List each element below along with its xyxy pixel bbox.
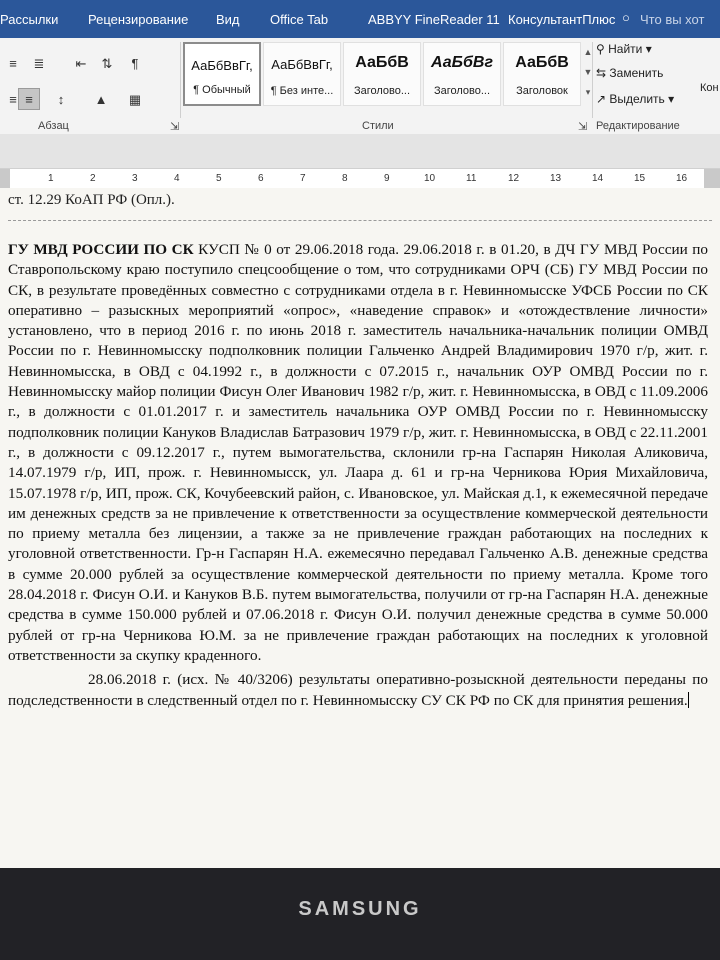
ruler-number: 13 <box>550 173 562 184</box>
ruler-margin-left <box>0 169 10 189</box>
ruler-number: 1 <box>48 173 54 184</box>
select-button[interactable] <box>596 92 674 106</box>
lightbulb-icon: ○ <box>622 10 630 25</box>
show-formatting-marks-icon[interactable]: ¶ <box>131 56 139 71</box>
style-sample: АаБбВг <box>431 54 493 71</box>
chevron-down-icon: ▾ <box>668 92 675 106</box>
replace-button[interactable] <box>596 66 663 80</box>
paragraph-1-text: КУСП № 0 от 29.06.2018 года. 29.06.2018 г. в 01.20, в ДЧ ГУ МВД России по Ставропольскому краю поступило спецсообщение о том, что сотрудниками ОРЧ (СБ) ГУ МВД России по СК, в результате проведённых совместно с сотрудниками отдела в г. Невинномысске УФСБ России по СК оперативно – разыскных мероприятий «опрос», «наведение справок» и «отождествление личности» установлено, что в период 2016 г. по июнь 2018 г. заместитель начальника-начальник полиции ОМВД России по г. Невинномысску подполковник полиции Гальченко Андрей Владимирович 1970 г/р, жит. г. Невинномысска, в ОВД с 04.1992 г., в должности с 07.2015 г., начальник ОУР ОМВД России по г. Невинномысску майор полиции Фисун Олег Иванович 1982 г/р, жит. г. Невинномысска, в ОВД с 11.09.2006 г., в должности с 01.01.2017 г. и заместитель начальника ОУР ОМВД России по г. Невинномысску подполковник полиции Кануков Владислав Батразович 1979 г/р, жит. г. Невинномысска, в ОВД с 22.11.2001 г., в должности с 09.12.2017 г., путем вымогательства, склонили гр-на Гаспарян Николая Аликовича, 14.07.1979 г/р, ИП, прож. г. Невинномысск, ул. Лаара д. 61 и гр-на Черникова Юрия Михайловича, 15.07.1978 г/р, ИП, прож. СК, Кочубеевский район, с. Ивановское, ул. Майская д.1, к ежемесячной передаче им денежных средств за не привлечение к ответственности за осуществление коммерческой деятельности по приему металла без лицензии, а также за не привлечение граждан работающих на последних к уголовной ответственности. Гр-н Гаспарян Н.А. ежемесячно передавал Гальченко А.В. денежные средства в сумме 20.000 рублей за осуществление коммерческой деятельности по приему металла. Кроме того 28.04.2018 г. Фисун О.И. и Кануков В.Б. путем вымогательства, получили от гр-на Гаспарян Н.А. денежные средства в сумме 150.000 рублей и 07.06.2018 г. Фисун О.И. получил денежные средства в сумме 50.000 рублей от гр-на Черникова Ю.М. за не привлечение граждан работающих на последних к уголовной ответственности за скупку краденного. <box>8 241 708 664</box>
justify-icon[interactable]: ≡ <box>18 88 40 110</box>
paragraph-dialog-launcher-icon[interactable]: ⇲ <box>170 121 180 133</box>
tab-review[interactable]: Рецензирование <box>88 12 189 27</box>
replace-icon: ⇆ <box>596 66 607 80</box>
tab-view[interactable]: Вид <box>216 12 240 27</box>
more-styles-icon[interactable]: ▾ <box>585 87 591 97</box>
monitor-brand-logo: SAMSUNG <box>298 898 422 920</box>
editing-group <box>596 38 696 118</box>
style-name: Заголовок <box>516 85 568 97</box>
monitor-bezel <box>0 868 720 960</box>
select-label: Выделить <box>609 92 665 106</box>
paragraph-group <box>0 44 178 114</box>
paragraph-1 <box>8 240 708 666</box>
paragraph-2-text: 28.06.2018 г. (исх. № 40/3206) результаты оперативно-розыскной деятельности переданы по подследственности в следственный отдел по г. Невинномысску СУ СК РФ по СК для принятия решения. <box>8 671 708 709</box>
style-name: Заголово... <box>433 85 491 97</box>
document-page[interactable] <box>0 188 720 868</box>
document-body[interactable] <box>8 240 708 711</box>
ruler-number: 4 <box>174 173 180 184</box>
style-name: ¶ Обычный <box>193 84 251 96</box>
document-background <box>0 134 720 168</box>
consultant-side-button[interactable]: Кон <box>700 82 719 94</box>
agency-heading: ГУ МВД РОССИИ ПО СК <box>8 241 194 258</box>
multilevel-list-icon[interactable]: ≣ <box>33 56 45 71</box>
ruler-number: 9 <box>384 173 390 184</box>
ruler-number: 3 <box>132 173 138 184</box>
menu-bar <box>0 0 720 38</box>
previous-line-text: ст. 12.29 КоАП РФ (Опл.). <box>8 192 175 208</box>
ruler-margin-right <box>704 169 720 189</box>
group-divider <box>180 42 181 118</box>
decrease-indent-icon[interactable]: ⇤ <box>75 56 87 71</box>
style-sample: АаБбВвГг, <box>271 57 333 72</box>
style-no-spacing[interactable] <box>263 42 341 106</box>
tab-consultantplus[interactable]: КонсультантПлюс <box>508 12 616 27</box>
borders-icon[interactable]: ▦ <box>128 92 142 107</box>
align-center-icon[interactable]: ≡ <box>9 92 17 107</box>
group-divider <box>592 42 593 118</box>
chevron-down-icon[interactable]: ▼ <box>583 67 593 77</box>
line-spacing-icon[interactable]: ↕ <box>57 92 65 107</box>
style-name: Заголово... <box>353 85 411 97</box>
styles-group-label: Стили <box>362 120 394 132</box>
style-name: ¶ Без инте... <box>270 85 334 97</box>
chevron-up-icon[interactable]: ▲ <box>583 47 593 57</box>
ruler-number: 15 <box>634 173 646 184</box>
find-button[interactable] <box>596 42 652 56</box>
ruler-number: 6 <box>258 173 264 184</box>
chevron-down-icon: ▾ <box>645 42 652 56</box>
ruler-number: 2 <box>90 173 96 184</box>
style-sample: АаБбВ <box>355 54 409 71</box>
sort-icon[interactable]: ⇅ <box>101 56 113 71</box>
ruler-number: 5 <box>216 173 222 184</box>
ruler-number: 8 <box>342 173 348 184</box>
styles-dialog-launcher-icon[interactable]: ⇲ <box>578 121 588 133</box>
ruler-number: 10 <box>424 173 436 184</box>
replace-label: Заменить <box>609 66 664 80</box>
cursor-icon: ↗ <box>596 92 607 106</box>
shading-icon[interactable]: ▲ <box>94 92 108 107</box>
style-heading-1[interactable] <box>343 42 421 106</box>
tab-mailings[interactable]: Рассылки <box>0 12 59 27</box>
editing-group-label: Редактирование <box>596 120 680 132</box>
text-cursor <box>688 692 689 708</box>
style-sample: АаБбВвГг, <box>191 58 253 73</box>
bullets-icon[interactable]: ≡ <box>9 56 17 71</box>
paragraph-group-label: Абзац <box>38 120 69 132</box>
ruler-number: 16 <box>676 173 688 184</box>
find-label: Найти <box>608 42 643 56</box>
ruler-number: 14 <box>592 173 604 184</box>
style-sample: АаБбВ <box>515 54 569 71</box>
tab-office-tab[interactable]: Office Tab <box>270 12 329 27</box>
horizontal-ruler[interactable] <box>0 168 720 190</box>
style-title[interactable] <box>503 42 581 106</box>
styles-gallery <box>183 42 581 108</box>
ruler-number: 12 <box>508 173 520 184</box>
dashed-separator <box>8 220 712 221</box>
tell-me-search[interactable]: Что вы хот <box>640 12 705 27</box>
ribbon <box>0 38 720 135</box>
ruler-number: 7 <box>300 173 306 184</box>
search-icon: ⚲ <box>596 42 605 56</box>
style-normal[interactable] <box>183 42 261 106</box>
ruler-number: 11 <box>466 173 477 184</box>
paragraph-2 <box>8 670 708 711</box>
style-heading-2[interactable] <box>423 42 501 106</box>
tab-abbyy-finereader[interactable]: ABBYY FineReader 11 <box>368 12 500 27</box>
